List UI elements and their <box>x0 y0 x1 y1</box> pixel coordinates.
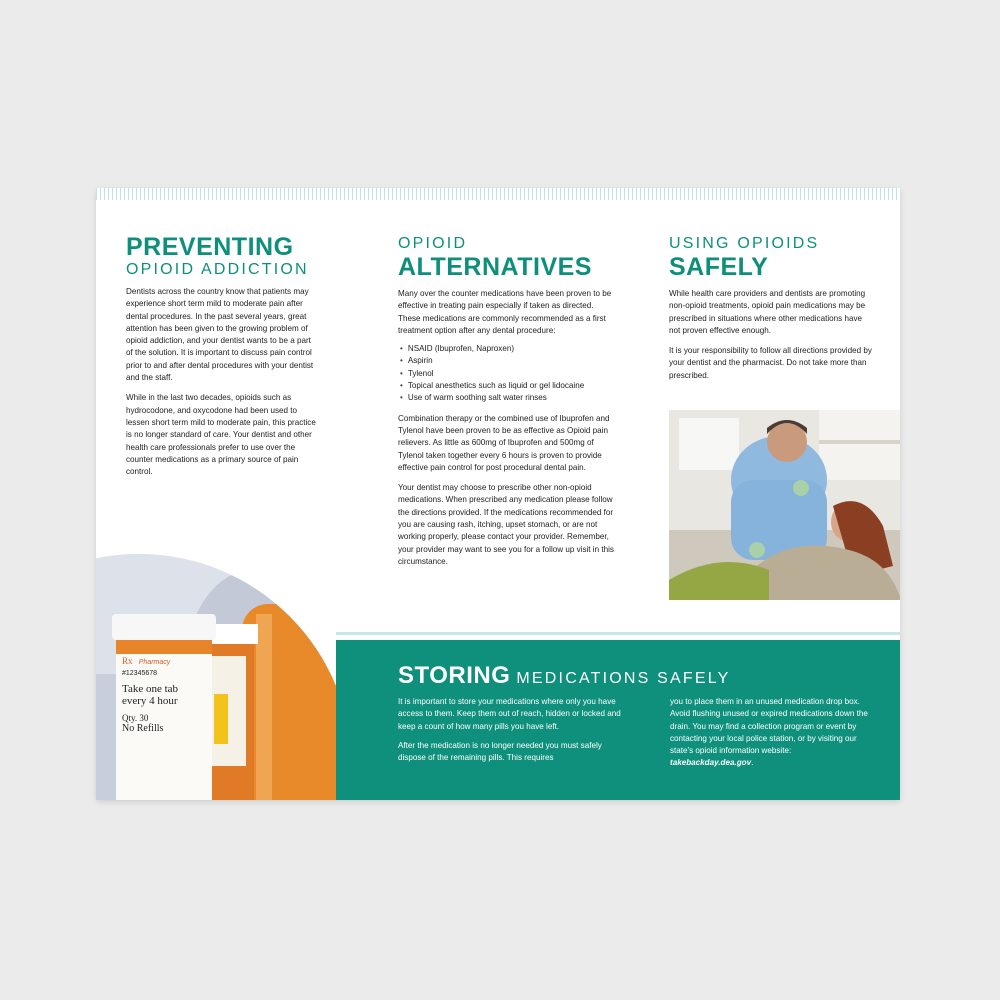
dentist-patient-photo <box>669 410 900 600</box>
panel3-paragraph: While health care providers and dentists are promoting non-opioid treatments, opioid pain medications may be prescribed in situations where other medications have not proven effective enough. <box>669 289 866 335</box>
panel-preventing <box>126 234 316 478</box>
storing-column-1 <box>398 696 622 771</box>
panel3-heading-small: USING OPIOIDS <box>669 235 820 252</box>
list-item: • Use of warm soothing salt water rinses <box>400 392 616 404</box>
panel2-paragraph: Your dentist may choose to prescribe other non-opioid medications. When prescribed any medication please follow the directions provided. If the medications recommended for you are causing rash, itching, upset stomach, or are not working properly, please contact your provider. Remember, your provider may want to see you for a follow up visit in this circumstance. <box>398 483 614 566</box>
storing-paragraph: It is important to store your medications where only you have access to them. Keep them out of reach, hidden or locked and keep a count of how many pills you have left. <box>398 697 621 731</box>
storing-text: you to place them in an unused medication drop box. Avoid flushing unused or expired medications down the drain. You may find a collection program or event by contacting your local police station, or by visiting our state's opioid information website: <box>670 697 868 756</box>
storing-paragraph <box>670 696 874 770</box>
panel3-heading-big: SAFELY <box>669 253 769 281</box>
panel2-intro: Many over the counter medications have been proven to be effective in treating pain especially if taken as directed. These medications are commonly recommended as a first treatment option after any dental procedure: <box>398 289 612 335</box>
panel-alternatives <box>398 234 616 568</box>
storing-title <box>398 662 731 690</box>
panel1-paragraph: Dentists across the country know that patients may experience short term mild to moderate pain after dental procedures. In the past several years, great attention has been given to the growing problem of opioid addiction, and your dentist wants to be a part of the solution. It is important to discuss pain control prior to and after dental procedures with your dentist and the staff. <box>126 287 314 383</box>
dentist-illustration <box>669 410 900 600</box>
list-item: • Tylenol <box>400 368 616 380</box>
brochure-page <box>96 188 900 800</box>
storing-title-light: MEDICATIONS SAFELY <box>516 670 731 687</box>
band-divider <box>336 632 900 635</box>
top-stripe <box>96 188 900 200</box>
label-qty: Qty. 30 <box>122 713 149 723</box>
pharmacy-name: Pharmacy <box>138 659 171 666</box>
panel2-heading-big: ALTERNATIVES <box>398 253 592 281</box>
medication-list <box>398 343 616 404</box>
storing-column-2 <box>670 696 874 777</box>
panel3-paragraph: It is your responsibility to follow all directions provided by your dentist and the pharmacist. Do not take more than prescribed. <box>669 346 872 380</box>
list-item: • Topical anesthetics such as liquid or gel lidocaine <box>400 380 616 392</box>
panel1-paragraph: While in the last two decades, opioids such as hydrocodone, and oxycodone had been used to lessen short term mild to moderate pain, this practice is no longer standard of care. Your dentist and other health care professionals prefer to use over the counter medications as a primary source of pain control. <box>126 393 316 477</box>
label-line: Take one tab <box>122 683 179 695</box>
storing-paragraph: After the medication is no longer needed you must safely dispose of the remaining pills. This requires <box>398 740 602 763</box>
storing-title-bold: STORING <box>398 662 511 689</box>
website-link[interactable]: takebackday.dea.gov <box>670 758 752 768</box>
storing-text-end: . <box>751 758 754 768</box>
list-item: • Aspirin <box>400 355 616 367</box>
label-refills: No Refills <box>122 723 164 734</box>
label-line: every 4 hour <box>122 695 178 707</box>
rx-symbol: Rx <box>122 656 133 666</box>
prescription-label <box>122 656 210 734</box>
panel-using-safely <box>669 234 874 382</box>
pill-bottles-photo <box>96 554 352 800</box>
panel1-heading-big: PREVENTING <box>126 233 294 261</box>
panel1-heading-small: OPIOID ADDICTION <box>126 261 309 278</box>
panel2-paragraph: Combination therapy or the combined use of Ibuprofen and Tylenol have been proven to be as effective as Opioid pain relievers. As little as 600mg of Ibuprofen and 500mg of Tylenol taken together every 6 hours is proven to provide effective pain control for post procedural dental pain. <box>398 413 610 472</box>
list-item: • NSAID (Ibuprofen, Naproxen) <box>400 343 616 355</box>
storing-section <box>336 640 900 800</box>
rx-number: #12345678 <box>122 670 158 677</box>
panel2-heading-small: OPIOID <box>398 235 468 252</box>
